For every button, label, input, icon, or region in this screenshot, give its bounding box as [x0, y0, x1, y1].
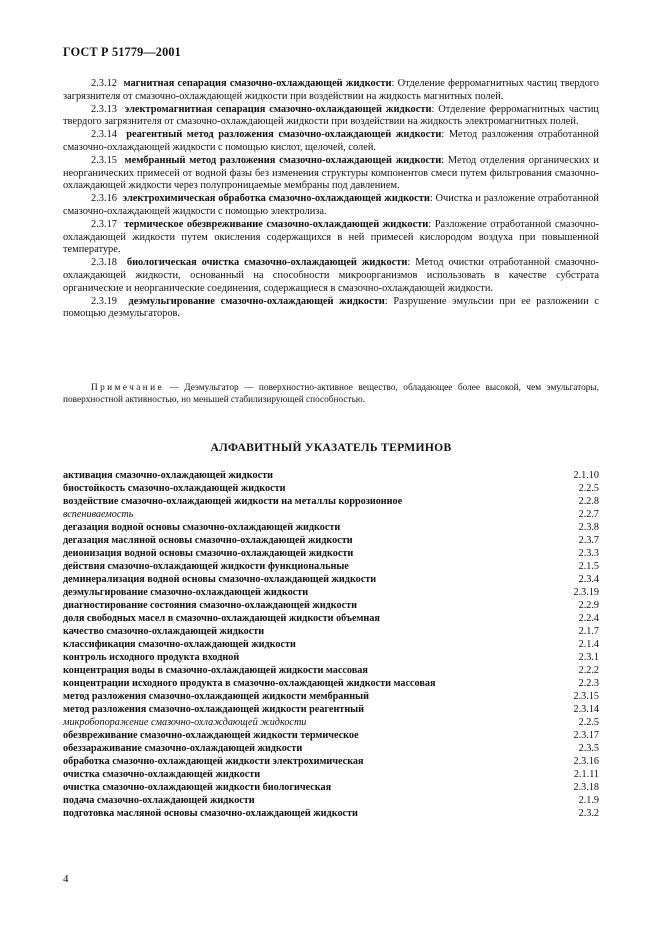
index-entry — [63, 703, 599, 716]
index-entry — [63, 534, 599, 547]
index-number: 2.2.5 — [578, 483, 599, 494]
index-number: 2.2.9 — [578, 600, 599, 611]
index-entry — [63, 690, 599, 703]
index-number: 2.2.7 — [578, 509, 599, 520]
index-term: метод разложения смазочно-охлаждающей жидкости мембранный — [63, 691, 369, 702]
index-number: 2.3.19 — [573, 587, 599, 598]
index-entry — [63, 716, 599, 729]
index-entry — [63, 768, 599, 781]
index-number: 2.1.4 — [578, 639, 599, 650]
index-number: 2.2.4 — [578, 613, 599, 624]
definition-term: термическое обезвреживание смазочно-охлаждающей жидкости — [124, 218, 429, 230]
index-number: 2.2.8 — [578, 496, 599, 507]
index-term: обеззараживание смазочно-охлаждающей жидкости — [63, 743, 303, 754]
index-term: подготовка масляной основы смазочно-охлаждающей жидкости — [63, 808, 358, 819]
document-header: ГОСТ Р 51779—2001 — [63, 45, 181, 59]
index-number: 2.1.10 — [573, 470, 599, 481]
index-term: активация смазочно-охлаждающей жидкости — [63, 470, 274, 481]
definition-2-3-12: 2.3.12 магнитная сепарация смазочно-охлаждающей жидкости: Отделение ферромагнитных частиц твердого загрязнителя от смазочно-охлаждающей жидкости при воздействии на жидкость магнитных полей. — [63, 78, 599, 102]
page-number: 4 — [63, 873, 69, 885]
index-term: подача смазочно-охлаждающей жидкости — [63, 795, 255, 806]
index-term: дегазация водной основы смазочно-охлаждающей жидкости — [63, 522, 341, 533]
index-entry — [63, 755, 599, 768]
definition-2-3-18: 2.3.18 биологическая очистка смазочно-охлаждающей жидкости: Метод очистки отработанной смазочно-охлаждающей жидкости, основанный на способности микроорганизмов использовать в качестве субстрата органические и неорганические соединения, содержащиеся в смазочно-охлаждающей жидкости. — [63, 257, 599, 294]
index-number: 2.1.11 — [573, 769, 599, 780]
index-entry — [63, 560, 599, 573]
index-term: очистка смазочно-охлаждающей жидкости — [63, 769, 261, 780]
definition-term: реагентный метод разложения смазочно-охлаждающей жидкости — [126, 129, 442, 141]
index-number: 2.3.3 — [578, 548, 599, 559]
index-entry — [63, 664, 599, 677]
index-number: 2.3.4 — [578, 574, 599, 585]
index-entry — [63, 612, 599, 625]
index-number: 2.3.7 — [578, 535, 599, 546]
index-number: 2.3.1 — [578, 652, 599, 663]
definition-2-3-17: 2.3.17 термическое обезвреживание смазочно-охлаждающей жидкости: Разложение отработанной смазочно-охлаждающей жидкости путем окисления содержащихся в ней примесей кислородом воздуха при повышенной температуре. — [63, 218, 599, 256]
index-number: 2.1.5 — [578, 561, 599, 572]
index-entry — [63, 547, 599, 560]
index-entry — [63, 807, 599, 820]
index-entry — [63, 742, 599, 755]
index-term: качество смазочно-охлаждающей жидкости — [63, 626, 265, 637]
index-number: 2.3.14 — [573, 704, 599, 715]
index-term: диагностирование состояния смазочно-охлаждающей жидкости — [63, 600, 358, 611]
index-number: 2.2.5 — [578, 717, 599, 728]
index-number: 2.2.3 — [578, 678, 599, 689]
index-number: 2.2.2 — [578, 665, 599, 676]
index-entry — [63, 521, 599, 534]
index-entry — [63, 677, 599, 690]
index-number: 2.1.9 — [578, 795, 599, 806]
index-number: 2.3.5 — [578, 743, 599, 754]
index-term: очистка смазочно-охлаждающей жидкости биологическая — [63, 782, 332, 793]
index-entry — [63, 508, 599, 521]
definition-term: магнитная сепарация смазочно-охлаждающей жидкости — [123, 78, 392, 89]
index-term: дегазация масляной основы смазочно-охлаждающей жидкости — [63, 535, 353, 546]
index-entry — [63, 495, 599, 508]
index-entry — [63, 625, 599, 638]
index-term: деэмульгирование смазочно-охлаждающей жидкости — [63, 587, 309, 598]
index-term: деионизация водной основы смазочно-охлаждающей жидкости — [63, 548, 354, 559]
definition-term: биологическая очистка смазочно-охлаждающей жидкости — [126, 257, 408, 269]
index-entry — [63, 638, 599, 651]
index-entry — [63, 586, 599, 599]
index-title: АЛФАВИТНЫЙ УКАЗАТЕЛЬ ТЕРМИНОВ — [210, 441, 452, 454]
index-term: обезвреживание смазочно-охлаждающей жидкости термическое — [63, 730, 359, 741]
index-entry — [63, 729, 599, 742]
definition-2-3-13: 2.3.13 электромагнитная сепарация смазочно-охлаждающей жидкости: Отделение ферромагнитных частиц твердого загрязнителя от смазочно-охлаждающей жидкости при воздействии на жидкость электромагнитных полей. — [63, 103, 599, 128]
note — [63, 382, 599, 407]
note-text: — Деэмульгатор — поверхностно-активное вещество, обладающее более высокой, чем эмульгаторы, поверхностной активностью, но меньшей стабилизирующей способностью. — [63, 383, 599, 406]
index-number: 2.3.18 — [573, 782, 599, 793]
index-term: метод разложения смазочно-охлаждающей жидкости реагентный — [63, 704, 365, 715]
index-entry — [63, 651, 599, 664]
definition-2-3-15: 2.3.15 мембранный метод разложения смазочно-охлаждающей жидкости: Метод отделения органических и неорганических примесей от водной фазы без изменения структуры компонентов смеси путем фильтрования смазочно-охлаждающей жидкости через полупроницаемые мембраны под давлением. — [63, 154, 599, 192]
index-term: обработка смазочно-охлаждающей жидкости электрохимическая — [63, 756, 364, 767]
index-term: деминерализация водной основы смазочно-охлаждающей жидкости — [63, 574, 377, 585]
definitions-block — [63, 78, 599, 321]
index-entry — [63, 781, 599, 794]
index-entry — [63, 469, 599, 482]
index-entry — [63, 573, 599, 586]
index-number: 2.3.16 — [573, 756, 599, 767]
index-number: 2.3.17 — [573, 730, 599, 741]
note-label: Примечание — [91, 383, 164, 393]
definition-term: электрохимическая обработка смазочно-охлаждающей жидкости — [122, 193, 430, 205]
index-term: действия смазочно-охлаждающей жидкости функциональные — [63, 561, 349, 572]
index-term: контроль исходного продукта входной — [63, 652, 240, 663]
index-term: классификация смазочно-охлаждающей жидкости — [63, 639, 296, 650]
index-entry — [63, 794, 599, 807]
index-entry — [63, 599, 599, 612]
definition-term: электромагнитная сепарация смазочно-охлаждающей жидкости — [124, 103, 432, 115]
index-number: 2.3.8 — [578, 522, 599, 533]
index-term: доля свободных масел в смазочно-охлаждающей жидкости объемная — [63, 613, 380, 624]
definition-term: деэмульгирование смазочно-охлаждающей жидкости — [128, 295, 385, 307]
index-number: 2.3.15 — [573, 691, 599, 702]
definition-2-3-14: 2.3.14 реагентный метод разложения смазочно-охлаждающей жидкости: Метод разложения отработанной смазочно-охлаждающей жидкости с помощью кислот, щелочей, солей. — [63, 129, 599, 153]
index-term: воздействие смазочно-охлаждающей жидкости на металлы коррозионное — [63, 496, 403, 507]
index-number: 2.1.7 — [578, 626, 599, 637]
index-term: вспениваемость — [63, 509, 134, 520]
definition-term: мембранный метод разложения смазочно-охлаждающей жидкости — [124, 154, 442, 166]
index-entry — [63, 482, 599, 495]
index-number: 2.3.2 — [578, 808, 599, 819]
index-list — [63, 469, 599, 820]
index-term: биостойкость смазочно-охлаждающей жидкости — [63, 483, 286, 494]
index-term: микробопоражение смазочно-охлаждающей жидкости — [63, 717, 307, 728]
definition-2-3-19: 2.3.19 деэмульгирование смазочно-охлаждающей жидкости: Разрушение эмульсии при ее разложении с помощью деэмульгаторов. — [63, 295, 599, 320]
index-term: концентрации исходного продукта в смазочно-охлаждающей жидкости массовая — [63, 678, 436, 689]
index-term: концентрация воды в смазочно-охлаждающей жидкости массовая — [63, 665, 368, 676]
definition-2-3-16: 2.3.16 электрохимическая обработка смазочно-охлаждающей жидкости: Очистка и разложение отработанной смазочно-охлаждающей жидкости с помощью электролиза. — [63, 193, 599, 217]
